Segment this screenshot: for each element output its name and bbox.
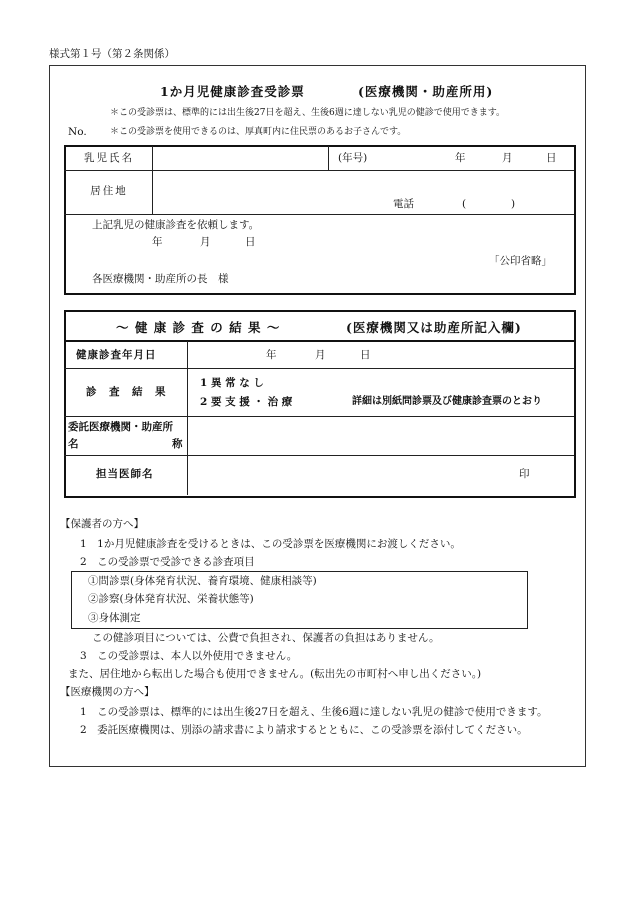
institutions-item-2: 2 委託医療機関は、別添の請求書により請求するとともに、この受診票を添付してください。 xyxy=(80,724,528,736)
infant-name-field[interactable] xyxy=(155,149,325,169)
result-option-normal[interactable]: 1 異 常 な し xyxy=(200,377,264,389)
results-header-title: ～ 健 康 診 査 の 結 果 ～ xyxy=(116,320,281,335)
guardians-item-3: 3 この受診票は、本人以外使用できません。 xyxy=(80,650,298,662)
age-label: (年号) xyxy=(338,152,368,164)
result-detail: 詳細は別紙問診票及び健康診査票のとおり xyxy=(352,396,542,407)
doctor-field[interactable] xyxy=(190,458,510,492)
guardians-heading: 【保護者の方へ】 xyxy=(60,518,144,530)
exam-date-day: 日 xyxy=(360,349,371,361)
form-title: 1か月児健康診査受診票 xyxy=(160,84,305,99)
guardians-item-2: 2 この受診票で受診できる診査項目 xyxy=(80,556,255,568)
exam-item-1: ①問診票(身体発育状況、養育環境、健康相談等) xyxy=(88,575,317,587)
exam-item-2: ②診察(身体発育状況、栄養状態等) xyxy=(88,593,254,605)
facility-label-name-a: 名 xyxy=(68,438,79,450)
phone-paren-open: ( xyxy=(462,198,467,210)
request-date-month: 月 xyxy=(200,236,211,248)
request-text: 上記乳児の健康診査を依頼します。 xyxy=(92,219,260,231)
address-field[interactable] xyxy=(155,173,565,211)
request-date-day: 日 xyxy=(245,236,256,248)
institutions-heading: 【医療機関の方へ】 xyxy=(60,686,155,698)
infant-name-label: 乳児氏名 xyxy=(84,152,134,164)
facility-label-name-b: 称 xyxy=(172,438,183,450)
exam-item-3: ③身体測定 xyxy=(88,612,141,624)
institutions-item-1: 1 この受診票は、標準的には出生後27日を超え、生後6週に達しない乳児の健診で使用できます。 xyxy=(80,706,548,718)
form-subtitle: (医療機関・助産所用) xyxy=(358,84,494,99)
result-label: 診 査 結 果 xyxy=(86,386,167,398)
facility-label: 委託医療機関・助産所 xyxy=(68,421,173,433)
guardians-item-1: 1 1か月児健康診査を受けるときは、この受診票を医療機関にお渡しください。 xyxy=(80,538,461,550)
seal-note: 「公印省略」 xyxy=(489,255,552,267)
no-label: No. xyxy=(68,126,87,138)
request-date-year: 年 xyxy=(152,236,163,248)
exam-date-year: 年 xyxy=(266,349,277,361)
note-top-1: ＊この受診票は、標準的には出生後27日を超え、生後6週に達しない乳児の健診で使用できます。 xyxy=(110,108,506,118)
exam-date-month: 月 xyxy=(315,349,326,361)
cost-note: この健診項目については、公費で負担され、保護者の負担はありません。 xyxy=(92,632,440,644)
date-unit-year: 年 xyxy=(455,152,466,164)
exam-date-label: 健康診査年月日 xyxy=(76,349,157,361)
facility-field[interactable] xyxy=(190,419,568,453)
addressee: 各医療機関・助産所の長 様 xyxy=(92,273,229,285)
form-id: 様式第１号（第２条関係） xyxy=(49,48,175,60)
doctor-label: 担当医師名 xyxy=(96,468,154,480)
move-note: また、居住地から転出した場合も使用できません。(転出先の市町村へ申し出ください。) xyxy=(68,668,482,680)
date-unit-month: 月 xyxy=(502,152,513,164)
date-unit-day: 日 xyxy=(546,152,557,164)
result-option-support[interactable]: 2 要 支 援 ・ 治 療 xyxy=(200,396,293,408)
results-header-sub: (医療機関又は助産所記入欄) xyxy=(346,320,522,335)
address-label: 居住地 xyxy=(90,185,128,197)
seal-mark: 印 xyxy=(519,468,530,480)
phone-label: 電話 xyxy=(393,198,414,210)
phone-paren-close: ) xyxy=(511,198,516,210)
note-top-2: ＊この受診票を使用できるのは、厚真町内に住民票のあるお子さんです。 xyxy=(110,127,407,137)
